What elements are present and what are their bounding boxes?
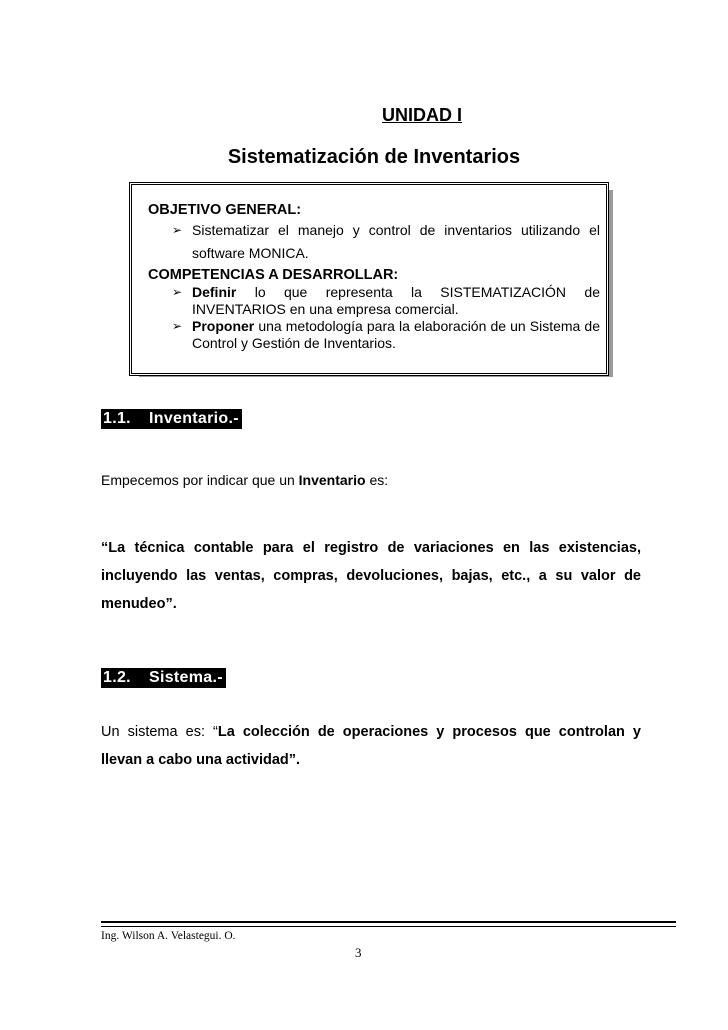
section-title: Inventario.- xyxy=(149,410,239,427)
section-heading-sistema xyxy=(101,668,226,688)
footer-author: Ing. Wilson A. Velastegui. O. xyxy=(101,930,236,942)
competency-text: una metodología para la elaboración de un Sistema de Control y Gestión de Inventarios. xyxy=(192,318,600,351)
section-title: Sistema.- xyxy=(149,669,223,686)
arrow-bullet-icon: ➢ xyxy=(172,223,183,237)
footer-rule xyxy=(101,921,676,927)
general-objective-text: Sistematizar el manejo y control de inventarios utilizando el software MONICA. xyxy=(192,222,600,261)
section-heading-inventario xyxy=(101,409,242,429)
unit-title: UNIDAD I xyxy=(382,105,462,125)
document-title: Sistematización de Inventarios xyxy=(227,146,521,168)
general-objective-heading: OBJETIVO GENERAL: xyxy=(148,202,302,218)
competency-item xyxy=(148,284,600,318)
arrow-bullet-icon: ➢ xyxy=(172,285,183,299)
arrow-bullet-icon: ➢ xyxy=(172,319,183,333)
system-definition xyxy=(101,718,641,774)
objectives-box xyxy=(129,182,609,376)
competency-text: lo que representa la SISTEMATIZACIÓN de INVENTARIOS en una empresa comercial. xyxy=(192,284,600,317)
system-definition-bold: La colección de operaciones y procesos que controlan y llevan a cabo una actividad”. xyxy=(101,724,641,768)
section-number: 1.1. xyxy=(103,410,131,427)
competency-verb: Definir xyxy=(192,284,237,300)
intro-text-end: es: xyxy=(365,472,389,488)
competency-item xyxy=(148,318,600,352)
competency-verb: Proponer xyxy=(192,318,255,334)
section-number: 1.2. xyxy=(103,669,131,686)
system-text: Un sistema es: “ xyxy=(101,724,218,740)
general-objective-item xyxy=(148,219,600,265)
inventory-definition-quote: “La técnica contable para el registro de variaciones en las existencias, incluyendo las ventas, compras, devoluciones, bajas, etc., a su valor de menudeo”. xyxy=(101,540,641,612)
inventory-intro xyxy=(101,472,641,488)
competencies-heading: COMPETENCIAS A DESARROLLAR: xyxy=(148,267,399,283)
page-number: 3 xyxy=(355,945,362,960)
intro-bold: Inventario xyxy=(298,472,366,488)
intro-text: Empecemos por indicar que un xyxy=(101,472,299,488)
